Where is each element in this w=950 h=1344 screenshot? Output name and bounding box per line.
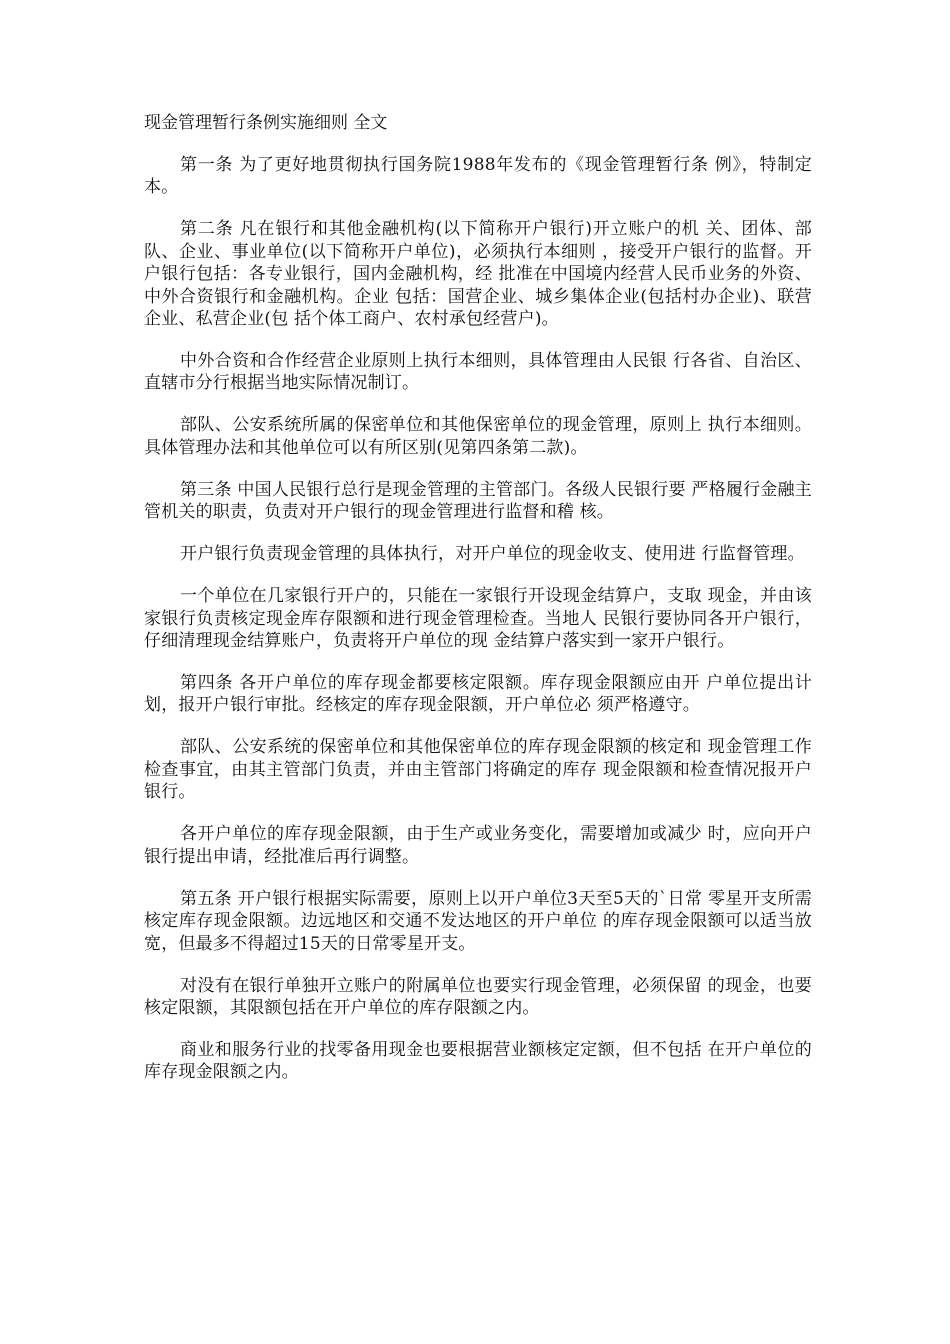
paragraph-article-4: 第四条 各开户单位的库存现金都要核定限额。库存现金限额应由开 户单位提出计划，报开户银行审批。经核定的库存现金限额，开户单位必 须严格遵守。 (144, 673, 812, 716)
paragraph-confidential-units: 部队、公安系统的保密单位和其他保密单位的库存现金限额的核定和 现金管理工作检查事宜，由其主管部门负责，并由主管部门将确定的库存 现金限额和检查情况报开户银行。 (144, 737, 812, 803)
paragraph-military-units: 部队、公安系统所属的保密单位和其他保密单位的现金管理，原则上 执行本细则。具体管理办法和其他单位可以有所区别(见第四条第二款)。 (144, 415, 812, 458)
paragraph-limit-adjustment: 各开户单位的库存现金限额，由于生产或业务变化，需要增加或减少 时，应向开户银行提出申请，经批准后再行调整。 (144, 824, 812, 867)
document-title: 现金管理暂行条例实施细则 全文 (144, 113, 388, 133)
paragraph-bank-execution: 开户银行负责现金管理的具体执行，对开户单位的现金收支、使用进 行监督管理。 (180, 544, 805, 565)
paragraph-article-5: 第五条 开户银行根据实际需要，原则上以开户单位3天至5天的`日常 零星开支所需核定库存现金限额。边远地区和交通不发达地区的开户单位 的库存现金限额可以适当放宽，但最多不得超过15天的日常零星开支。 (144, 888, 812, 954)
document-page (144, 112, 812, 1103)
paragraph-article-2: 第二条 凡在银行和其他金融机构(以下简称开户银行)开立账户的机 关、团体、部队、企业、事业单位(以下简称开户单位)，必须执行本细则 ，接受开户银行的监督。开户银行包括：各专业银行，国内金融机构，经 批准在中国境内经营人民币业务的外资、中外合资银行和金融机构。企业 包括：国营企业、城乡集体企业(包括村办企业)、联营企业、私营企业(包 括个体工商户、农村承包经营户)。 (144, 219, 812, 330)
paragraph-single-account: 一个单位在几家银行开户的，只能在一家银行开设现金结算户，支取 现金，并由该家银行负责核定现金库存限额和进行现金管理检查。当地人 民银行要协同各开户银行，仔细清理现金结算账户，负责将开户单位的现 金结算户落实到一家开户银行。 (144, 586, 812, 652)
paragraph-article-1: 第一条 为了更好地贯彻执行国务院1988年发布的《现金管理暂行条 例》，特制定本。 (144, 155, 812, 198)
paragraph-article-3: 第三条 中国人民银行总行是现金管理的主管部门。各级人民银行要 严格履行金融主管机关的职责，负责对开户银行的现金管理进行监督和稽 核。 (144, 479, 812, 523)
paragraph-change-fund: 商业和服务行业的找零备用现金也要根据营业额核定定额，但不包括 在开户单位的库存现金限额之内。 (144, 1039, 812, 1083)
paragraph-affiliated-units: 对没有在银行单独开立账户的附属单位也要实行现金管理，必须保留 的现金，也要核定限额，其限额包括在开户单位的库存限额之内。 (144, 975, 812, 1018)
paragraph-joint-venture: 中外合资和合作经营企业原则上执行本细则，具体管理由人民银 行各省、自治区、直辖市分行根据当地实际情况制订。 (144, 351, 812, 394)
